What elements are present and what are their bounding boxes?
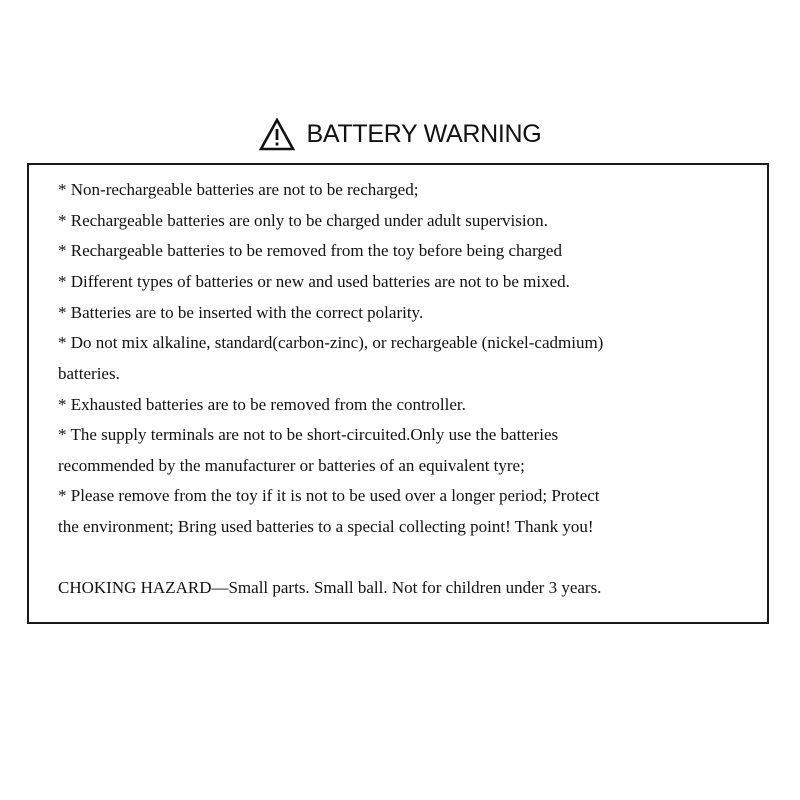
warning-line: * Different types of batteries or new and used batteries are not to be mixed. (58, 272, 570, 291)
warning-line: * Batteries are to be inserted with the correct polarity. (58, 303, 424, 322)
warning-line: batteries. (58, 364, 120, 383)
warning-line: * Rechargeable batteries are only to be charged under adult supervision. (58, 211, 548, 230)
warning-line: recommended by the manufacturer or batteries of an equivalent tyre; (58, 456, 525, 475)
warning-line: * Exhausted batteries are to be removed from the controller. (58, 395, 466, 414)
warning-line: * The supply terminals are not to be short-circuited.Only use the batteries (58, 425, 559, 444)
warning-triangle-icon (259, 118, 295, 151)
warning-box (27, 163, 769, 624)
warning-line: * Please remove from the toy if it is not to be used over a longer period; Protect (58, 486, 600, 505)
warning-line: the environment; Bring used batteries to a special collecting point! Thank you! (58, 517, 594, 536)
warning-line: * Do not mix alkaline, standard(carbon-zinc), or rechargeable (nickel-cadmium) (58, 333, 604, 352)
warning-line: * Non-rechargeable batteries are not to be recharged; (58, 180, 419, 199)
page-title: BATTERY WARNING (306, 119, 542, 148)
warning-line: * Rechargeable batteries to be removed from the toy before being charged (58, 241, 562, 260)
choking-hazard-text: CHOKING HAZARD—Small parts. Small ball. Not for children under 3 years. (58, 578, 602, 597)
title-row (0, 112, 800, 156)
